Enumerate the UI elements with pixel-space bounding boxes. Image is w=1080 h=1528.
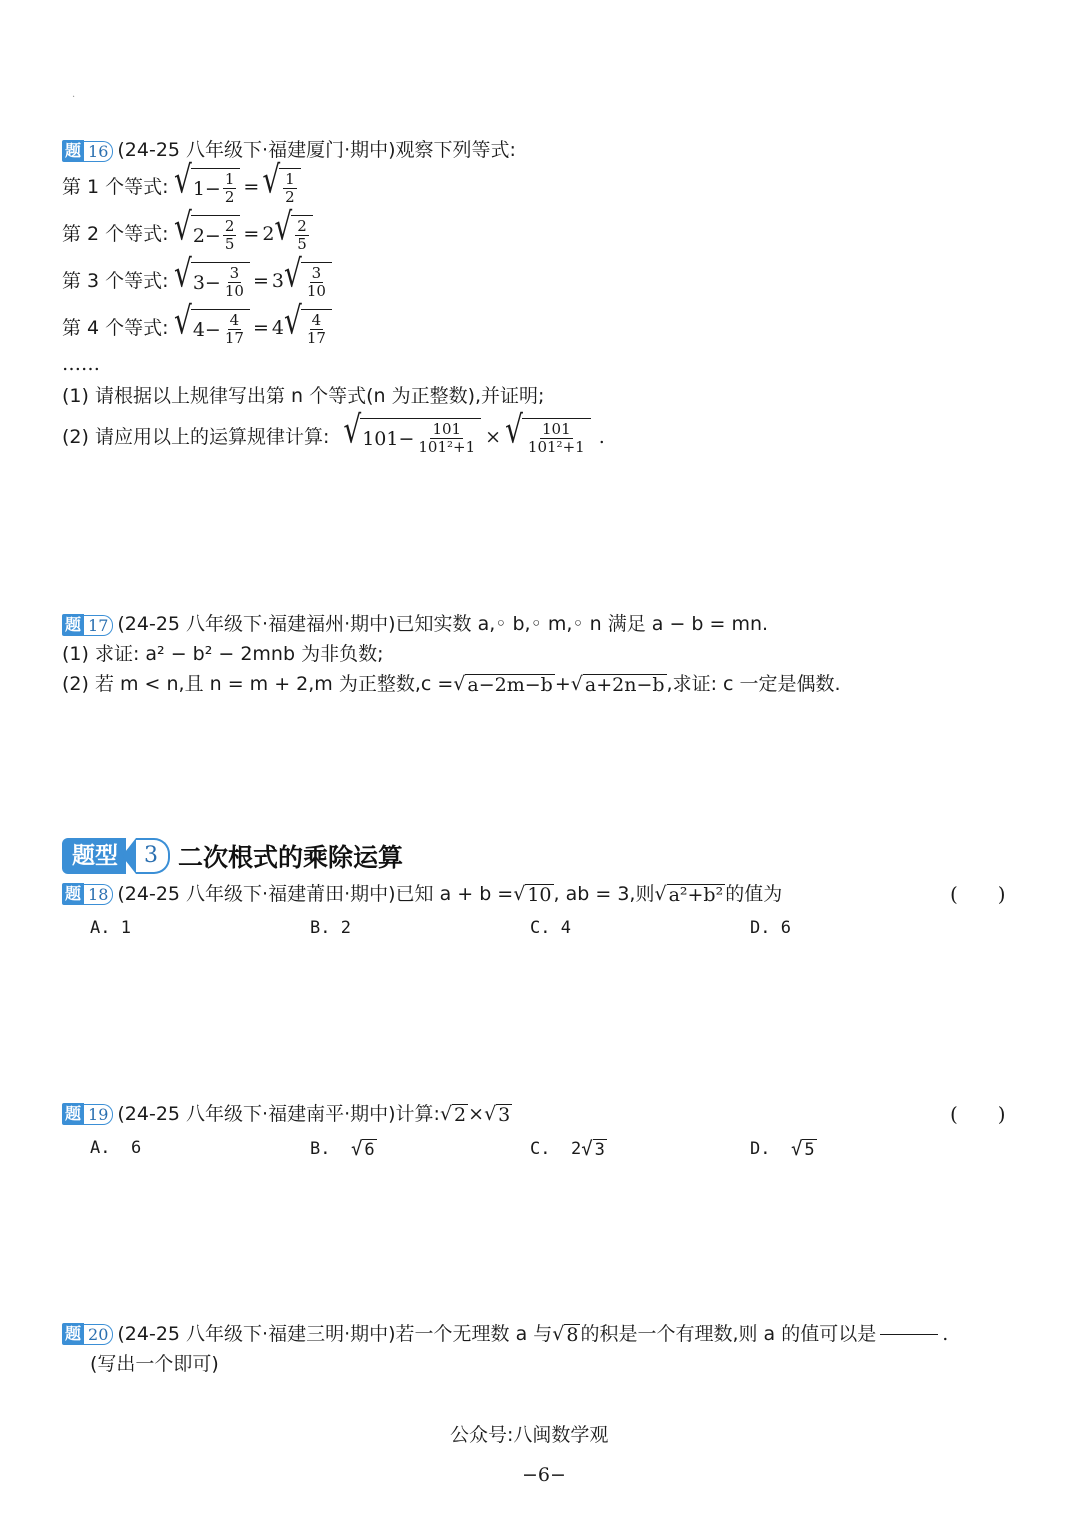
question-tag: 题 18 (62, 883, 113, 905)
q18-choice-c: C. 4 (530, 918, 571, 938)
section-chevron-icon (122, 838, 136, 874)
q18-header: 题 18 (24-25 八年级下·福建莆田·期中)已知 a + b = √ 10 , ab = 3,则 √ a²+b² 的值为 (62, 880, 782, 908)
q19-choice-c: C. 2 √ 3 (530, 1138, 605, 1160)
question-tag: 题 17 (62, 614, 113, 636)
page-number: −6− (522, 1464, 566, 1486)
q17-part1: (1) 求证: a² − b² − 2mnb 为非负数; (62, 643, 384, 665)
q16-equation-4: 第 4 个等式: √ 4− $\frac{4}{17}$ = 4 √ $\frac{4}{17}$ (62, 309, 332, 347)
q18-choice-b: B. 2 (310, 918, 351, 938)
answer-blank[interactable] (880, 1334, 938, 1335)
q16-dots: …… (62, 353, 100, 375)
question-tag: 题 20 (62, 1323, 113, 1345)
q20-header: 题 20 (24-25 八年级下·福建三明·期中)若一个无理数 a 与 √ 8 的积是一个有理数,则 a 的值可以是 . (62, 1320, 948, 1348)
q18-choice-d: D. 6 (750, 918, 791, 938)
section-header (62, 838, 403, 874)
q19-choice-d: D. √ 5 (750, 1138, 815, 1160)
q16-header (62, 136, 516, 164)
q18-choice-a: A. 1 (90, 918, 131, 938)
q16-part2: (2) 请应用以上的运算规律计算: √ 101− $\frac{101}{\text{101²+1}}$ × √ $\frac{101}{\text{101²+1}}$ . (62, 407, 605, 456)
q17-part2: (2) 若 m < n,且 n = m + 2,m 为正整数,c = √ a−2m−b + √ a+2n−b ,求证: c 一定是偶数. (62, 673, 841, 696)
q17-header (62, 610, 768, 638)
q20-note: (写出一个即可) (90, 1353, 219, 1375)
q16-equation-2: 第 2 个等式: √ 2− $\frac{2}{5}$ = 2 √ $\frac{2}{5}$ (62, 215, 313, 253)
section-number: 3 (136, 838, 170, 874)
q16-source: (24-25 八年级下·福建厦门·期中)观察下列等式: (117, 139, 516, 161)
top-mark: · (72, 92, 76, 103)
q19-answer-paren: ( ) (950, 1102, 1006, 1126)
section-title: 二次根式的乘除运算 (178, 843, 404, 872)
question-tag: 题 19 (62, 1103, 113, 1125)
q18-answer-paren: ( ) (950, 882, 1006, 906)
q19-header: 题 19 (24-25 八年级下·福建南平·期中)计算: √ 2 × √ 3 (62, 1100, 512, 1128)
q16-part1: (1) 请根据以上规律写出第 n 个等式(n 为正整数),并证明; (62, 385, 545, 407)
section-label: 题型 (62, 838, 126, 874)
question-tag: 题 16 (62, 140, 113, 162)
q19-choice-b: B. √ 6 (310, 1138, 375, 1160)
q16-equation-3: 第 3 个等式: √ 3− $\frac{3}{10}$ = 3 √ $\frac{3}{10}$ (62, 262, 332, 300)
q16-equation-1: 第 1 个等式: √ 1− $\frac{1}{2}$ = √ $\frac{1}{2}$ (62, 168, 301, 206)
footer-account: 公众号:八闽数学观 (450, 1424, 609, 1446)
q19-choice-a: A. 6 (90, 1138, 142, 1158)
q17-source: (24-25 八年级下·福建福州·期中)已知实数 a,◦ b,◦ m,◦ n 满足 a − b = mn. (117, 613, 769, 635)
